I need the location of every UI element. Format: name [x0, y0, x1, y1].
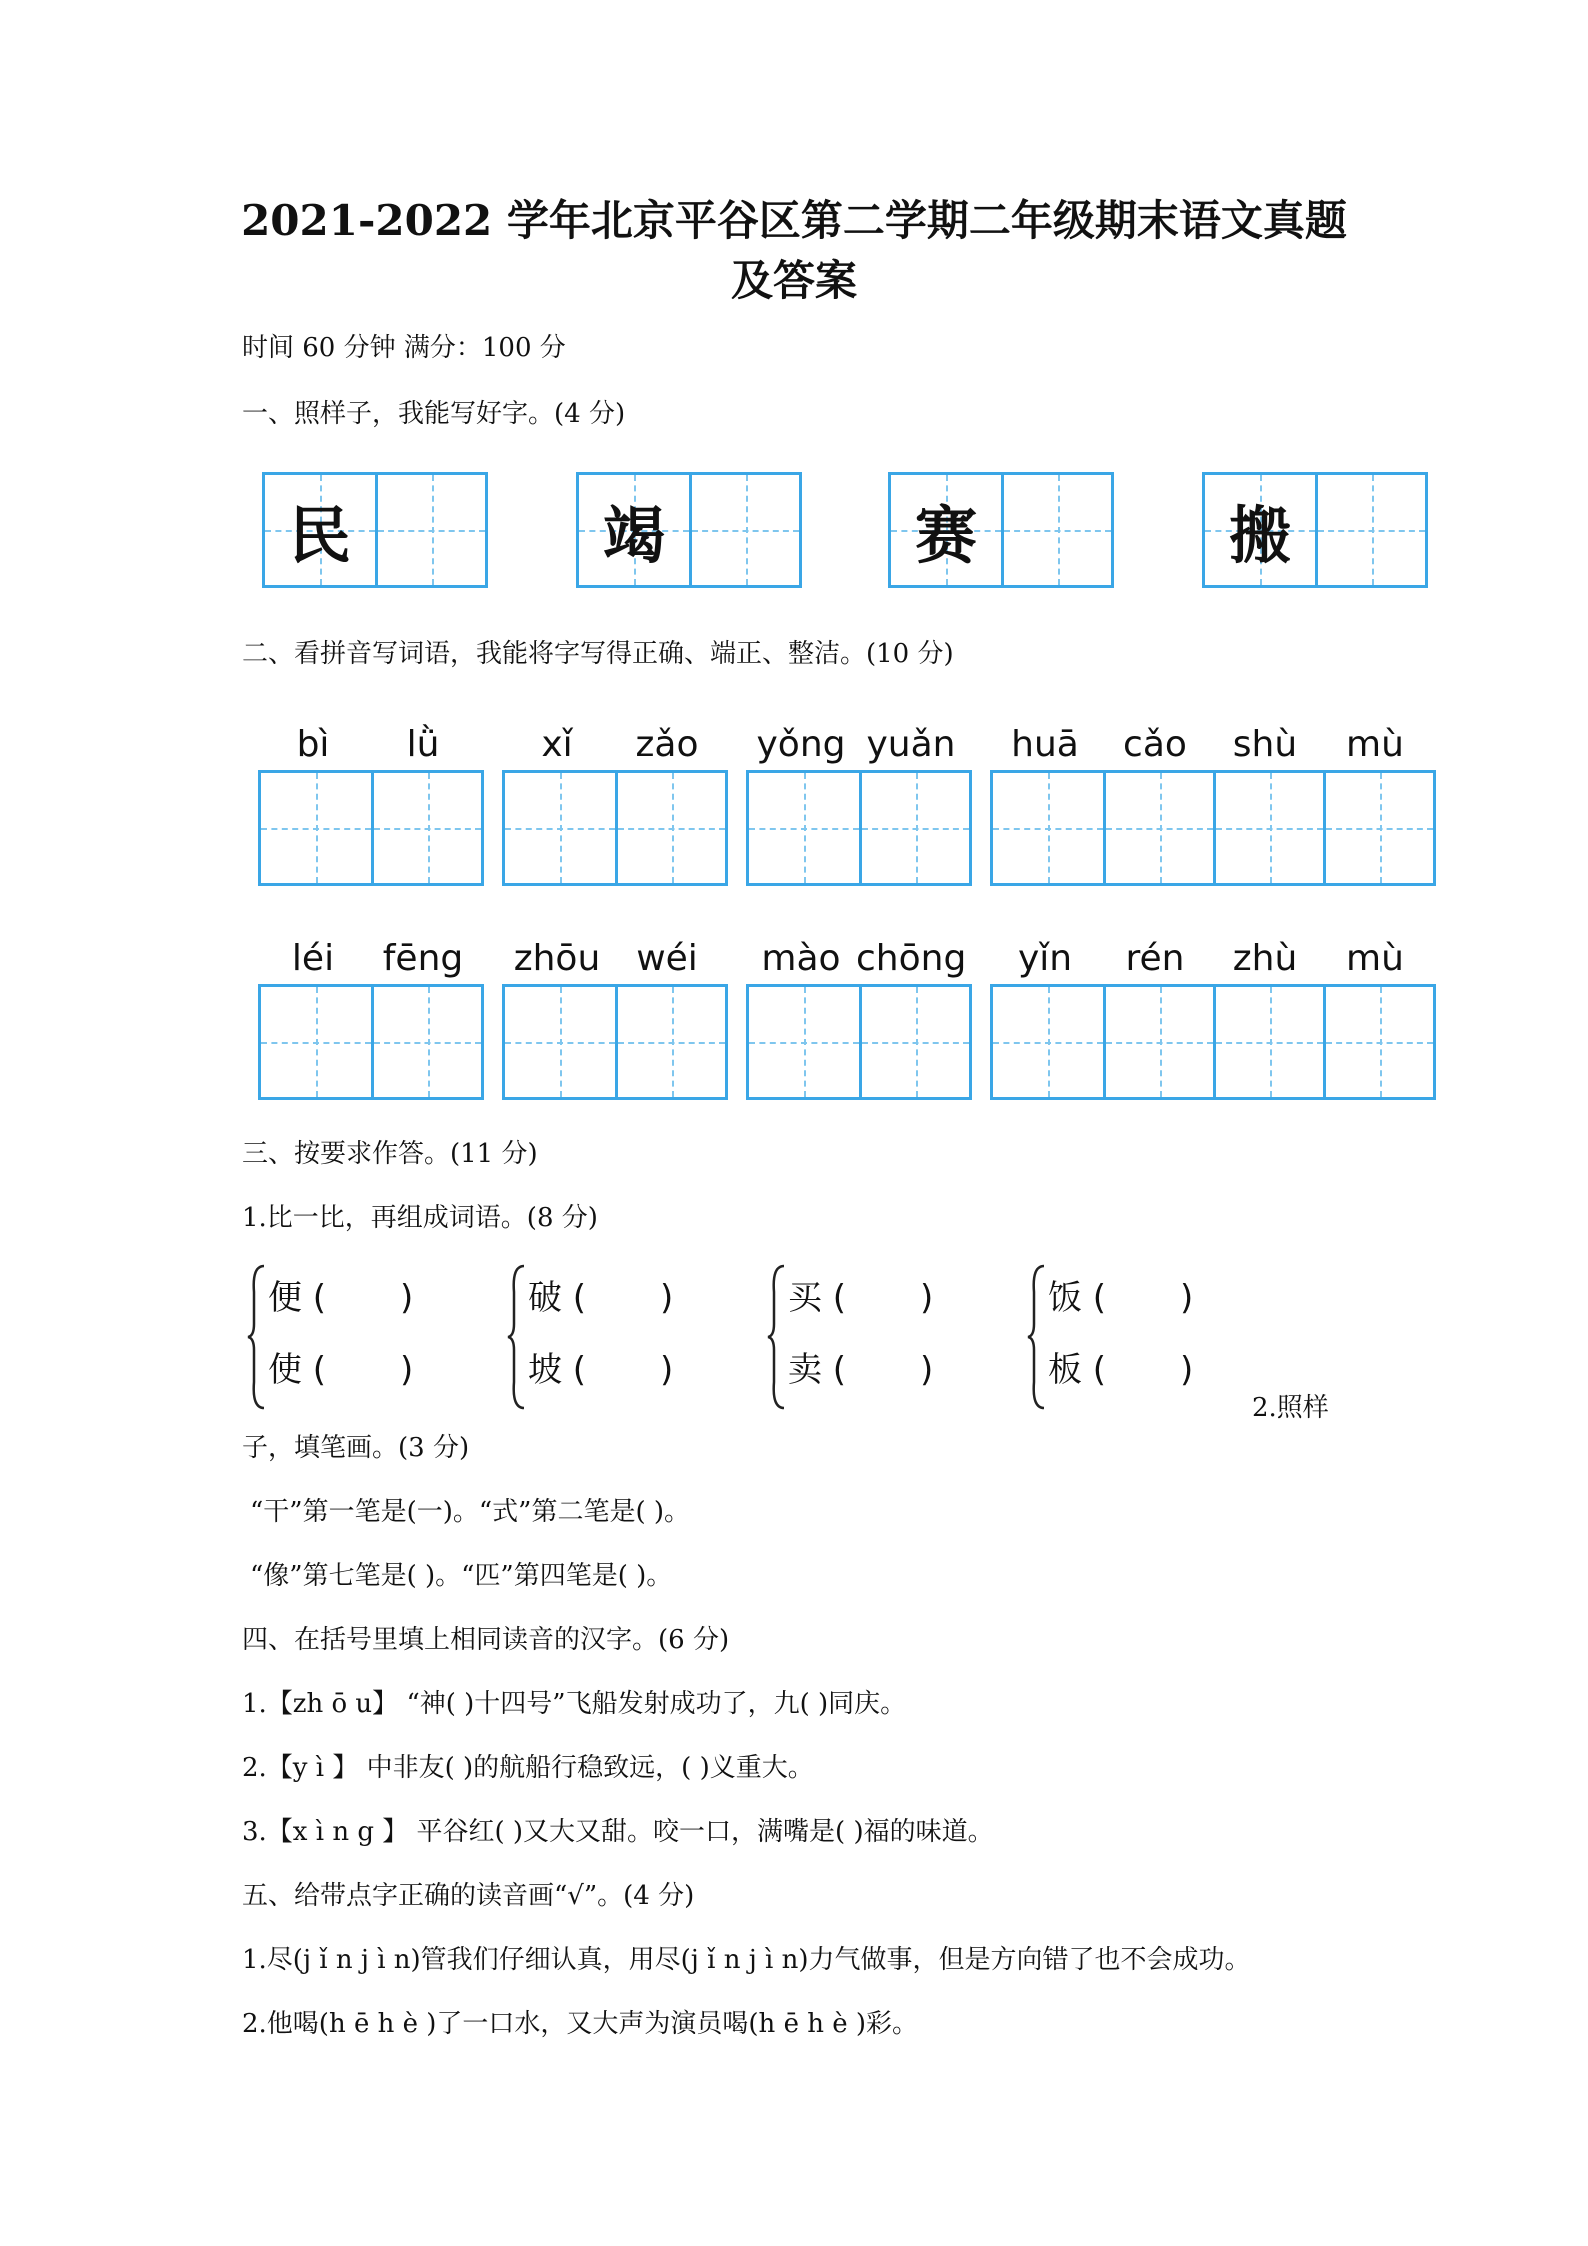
- writing-cell[interactable]: [371, 773, 481, 883]
- writing-cell[interactable]: [749, 773, 859, 883]
- model-char-box-2: [576, 472, 802, 588]
- writing-cell[interactable]: [1323, 987, 1433, 1097]
- stroke-question-1[interactable]: “干”第一笔是(一)。“式”第二笔是( )。: [250, 1497, 691, 1527]
- pinyin: zǎo: [635, 724, 699, 765]
- writing-cell[interactable]: [371, 987, 481, 1097]
- brace-icon: [1026, 1262, 1048, 1412]
- compare-char: 板 (: [1048, 1350, 1107, 1390]
- pinyin: huā: [1011, 724, 1079, 765]
- answer-blank[interactable]: ): [400, 1350, 414, 1390]
- answer-blank[interactable]: ): [920, 1278, 934, 1318]
- pinyin: yǐn: [1017, 938, 1073, 979]
- model-char: 搬: [1228, 498, 1291, 572]
- writing-cell[interactable]: [1315, 475, 1425, 585]
- compare-char: 买 (: [788, 1278, 847, 1318]
- section-4-heading: 四、在括号里填上相同读音的汉字。(6 分): [242, 1625, 730, 1655]
- writing-cell[interactable]: [1103, 773, 1213, 883]
- pinyin-word-maochong: [746, 934, 972, 1100]
- section-2-heading: 二、看拼音写词语，我能将字写得正确、端正、整洁。(10 分): [242, 639, 954, 669]
- brace-icon: [506, 1262, 528, 1412]
- writing-cell[interactable]: [1103, 987, 1213, 1097]
- model-char-box-4: [1202, 472, 1428, 588]
- answer-blank[interactable]: ): [1180, 1278, 1194, 1318]
- section-5-heading: 五、给带点字正确的读音画“√”。(4 分): [242, 1881, 695, 1911]
- exam-meta: 时间 60 分钟 满分：100 分: [242, 333, 566, 363]
- writing-cell[interactable]: [505, 773, 615, 883]
- pinyin-word-huacaoshumu: [990, 720, 1436, 886]
- writing-cell[interactable]: [261, 773, 371, 883]
- pinyin-word-zhouwei: [502, 934, 728, 1100]
- pronunciation-item-2[interactable]: 2.他喝(h ē h è )了一口水，又大声为演员喝(h ē h è )彩。: [242, 2009, 919, 2039]
- writing-cell[interactable]: [859, 773, 969, 883]
- pinyin: bì: [296, 724, 330, 765]
- pinyin: cǎo: [1123, 724, 1187, 765]
- answer-blank[interactable]: ): [920, 1350, 934, 1390]
- writing-cell[interactable]: [859, 987, 969, 1097]
- model-char-box-1: [262, 472, 488, 588]
- writing-cell[interactable]: [689, 475, 799, 585]
- pinyin: yuǎn: [866, 724, 956, 765]
- pinyin: fēng: [382, 938, 464, 979]
- pinyin: mào: [761, 938, 841, 979]
- homophone-item-3[interactable]: 3.【x ì n g 】 平谷红( )又大又甜。咬一口，满嘴是( )福的味道。: [242, 1817, 994, 1847]
- compare-group-3: [766, 1262, 933, 1412]
- pinyin: wéi: [636, 938, 698, 979]
- compare-char: 破 (: [528, 1278, 587, 1318]
- question-3-2-start: 2.照样: [1252, 1393, 1329, 1423]
- model-char: 竭: [602, 498, 665, 572]
- writing-cell[interactable]: [615, 773, 725, 883]
- brace-icon: [246, 1262, 268, 1412]
- model-char-box-3: [888, 472, 1114, 588]
- pinyin: zhù: [1232, 938, 1298, 979]
- answer-blank[interactable]: ): [660, 1350, 674, 1390]
- answer-blank[interactable]: ): [1180, 1350, 1194, 1390]
- compare-char: 便 (: [268, 1278, 327, 1318]
- pinyin: mù: [1346, 938, 1404, 979]
- compare-group-1: [246, 1262, 413, 1412]
- homophone-item-1[interactable]: 1.【zh ō u】 “神( )十四号”飞船发射成功了，九( )同庆。: [242, 1689, 907, 1719]
- brace-icon: [766, 1262, 788, 1412]
- model-char: 民: [288, 498, 351, 572]
- question-3-2: 子，填笔画。(3 分): [242, 1433, 470, 1463]
- writing-cell[interactable]: [993, 987, 1103, 1097]
- writing-cell[interactable]: [1323, 773, 1433, 883]
- writing-cell[interactable]: [1001, 475, 1111, 585]
- pinyin: yǒng: [756, 724, 846, 765]
- answer-blank[interactable]: ): [660, 1278, 674, 1318]
- homophone-item-2[interactable]: 2.【y ì 】 中非友( )的航船行稳致远，( )义重大。: [242, 1753, 814, 1783]
- page-title-line2: 及答案: [730, 256, 857, 305]
- compare-char: 坡 (: [528, 1350, 587, 1390]
- pinyin: mù: [1346, 724, 1404, 765]
- page-title: 2021-2022 学年北京平谷区第二学期二年级期末语文真题: [241, 196, 1347, 245]
- pinyin: shù: [1232, 724, 1298, 765]
- section-1-heading: 一、照样子，我能写好字。(4 分): [242, 399, 626, 429]
- writing-cell[interactable]: [1213, 773, 1323, 883]
- stroke-question-2[interactable]: “像”第七笔是( )。“匹”第四笔是( )。: [250, 1561, 673, 1591]
- writing-cell[interactable]: [375, 475, 485, 585]
- pinyin: chōng: [856, 938, 967, 979]
- pinyin-word-leifeng: [258, 934, 484, 1100]
- compare-char: 使 (: [268, 1350, 327, 1390]
- writing-cell[interactable]: [993, 773, 1103, 883]
- question-3-1: 1.比一比，再组成词语。(8 分): [242, 1203, 598, 1233]
- pinyin-word-yinrenzhumu: [990, 934, 1436, 1100]
- pinyin: léi: [291, 938, 335, 979]
- writing-cell[interactable]: [1213, 987, 1323, 1097]
- compare-group-4: [1026, 1262, 1193, 1412]
- model-char: 赛: [914, 498, 977, 572]
- pinyin: rén: [1125, 938, 1185, 979]
- pinyin-word-xizao: [502, 720, 728, 886]
- pronunciation-item-1[interactable]: 1.尽(j ǐ n j ì n)管我们仔细认真，用尽(j ǐ n j ì n)力气做事，但是方向错了也不会成功。: [242, 1945, 1251, 1975]
- writing-cell[interactable]: [505, 987, 615, 1097]
- writing-cell[interactable]: [615, 987, 725, 1097]
- writing-cell[interactable]: [749, 987, 859, 1097]
- writing-cell[interactable]: [261, 987, 371, 1097]
- pinyin: lǜ: [406, 724, 440, 765]
- compare-char: 饭 (: [1048, 1278, 1107, 1318]
- pinyin-word-yongyuan: [746, 720, 972, 886]
- compare-group-2: [506, 1262, 673, 1412]
- pinyin-word-bilv: [258, 720, 484, 886]
- pinyin: xǐ: [541, 724, 573, 765]
- pinyin: zhōu: [513, 938, 601, 979]
- section-3-heading: 三、按要求作答。(11 分): [242, 1139, 538, 1169]
- answer-blank[interactable]: ): [400, 1278, 414, 1318]
- compare-char: 卖 (: [788, 1350, 847, 1390]
